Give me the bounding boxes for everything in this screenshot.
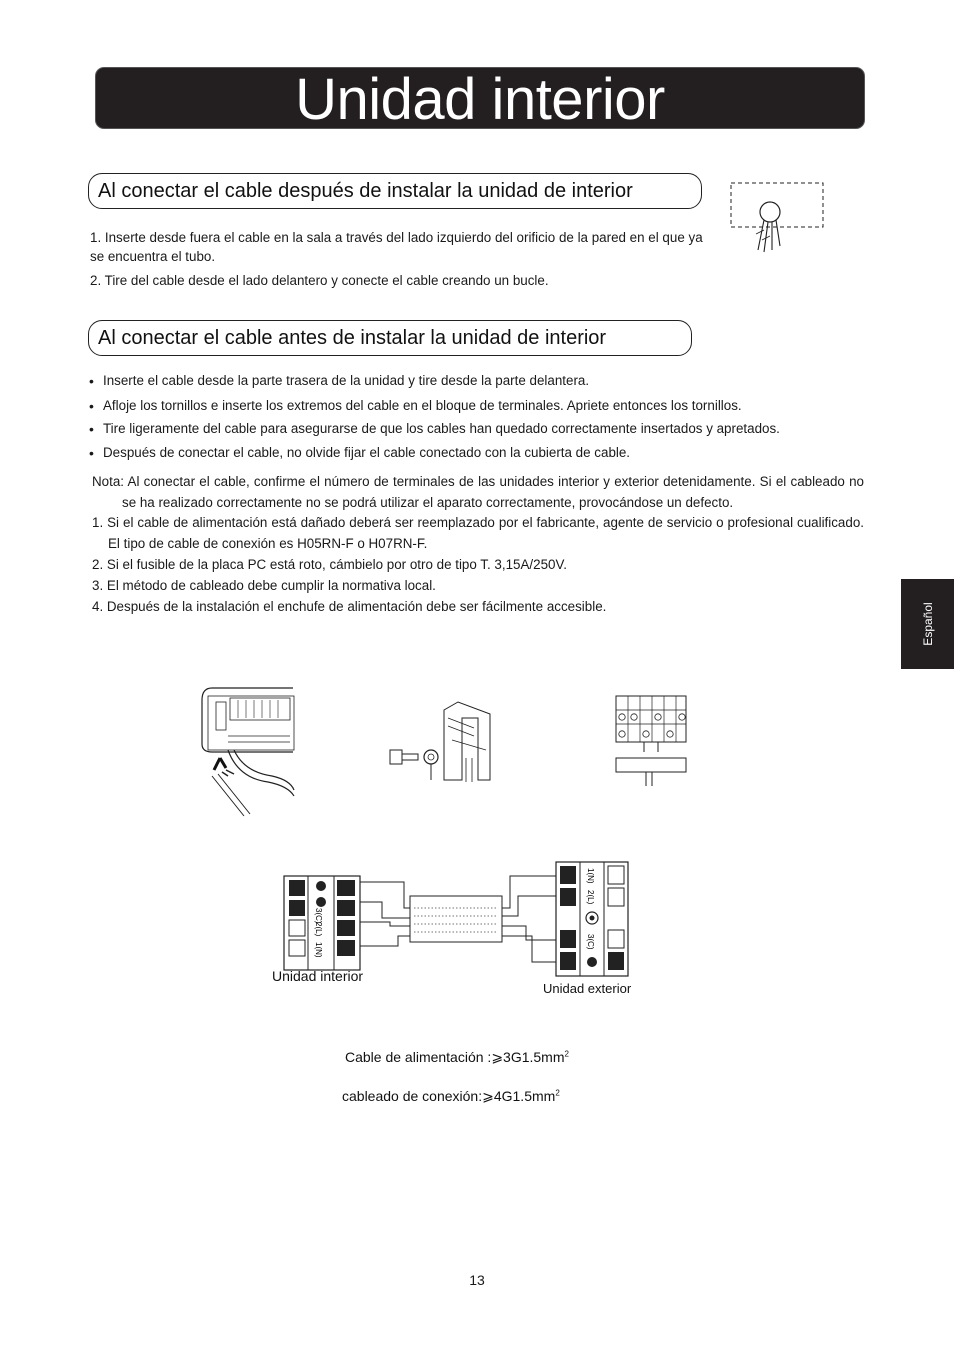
bullet-item <box>89 444 863 462</box>
power-cable-value: 3G1.5mm <box>503 1049 565 1065</box>
language-tab <box>901 579 954 669</box>
bullet-dot: • <box>89 398 94 414</box>
bullet-text: Afloje los tornillos e inserte los extremos del cable en el bloque de terminales. Apriete entonces los tornillos. <box>103 398 742 413</box>
page-title: Unidad interior <box>295 67 665 132</box>
connection-cable-spec <box>342 1088 560 1105</box>
language-tab-label: Español <box>920 602 935 646</box>
note-4: 4. Después de la instalación el enchufe de alimentación debe ser fácilmente accesible. <box>92 599 607 614</box>
indoor-terminal-label: 2(L) <box>314 922 323 937</box>
screw-terminal-illustration <box>386 698 498 782</box>
indoor-unit-label: Unidad interior <box>272 968 364 984</box>
bullet-item <box>89 420 863 438</box>
bullet-dot: • <box>89 445 94 461</box>
bullet-dot: • <box>89 373 94 389</box>
indoor-terminal-label: 1(N) <box>314 942 323 958</box>
bullet-item <box>89 397 863 415</box>
indoor-terminal-label: 3(C) <box>314 908 323 924</box>
terminal-clamp-illustration <box>612 694 692 786</box>
section1-step2: 2. Tire del cable desde el lado delantero y conecte el cable creando un bucle. <box>90 273 549 288</box>
outdoor-unit-label: Unidad exterior <box>543 981 632 996</box>
connection-cable-exponent: 2 <box>555 1088 560 1098</box>
bullet-dot: • <box>89 421 94 437</box>
note-1 <box>92 512 864 554</box>
connection-cable-value: 4G1.5mm <box>493 1088 556 1104</box>
indoor-unit-cable-illustration <box>198 686 298 820</box>
note-1-text: 1. Si el cable de alimentación está dañado deberá ser reemplazado por el fabricante, agente de servicio o profesional cualificado. El tipo de cable de conexión es H05RN-F o H07RN-F. <box>92 515 864 551</box>
bullet-text: Después de conectar el cable, no olvide fijar el cable conectado con la cubierta de cable. <box>103 445 631 460</box>
outdoor-terminal-label: 1(N) <box>586 868 595 884</box>
section1-heading: Al conectar el cable después de instalar la unidad de interior <box>88 173 702 209</box>
outdoor-terminal-label: 2(L) <box>586 890 595 905</box>
power-cable-label: Cable de alimentación : <box>345 1049 492 1065</box>
section1-step1: 1. Inserte desde fuera el cable en la sala a través del lado izquierdo del orificio de la pared en el que ya se encuentra el tubo. <box>90 230 703 264</box>
bullet-text: Inserte el cable desde la parte trasera de la unidad y tire desde la parte delantera. <box>103 373 590 388</box>
section2-heading: Al conectar el cable antes de instalar la unidad de interior <box>88 320 692 356</box>
page-number: 13 <box>469 1272 485 1288</box>
note-3: 3. El método de cableado debe cumplir la normativa local. <box>92 578 436 593</box>
bullet-text: Tire ligeramente del cable para asegurarse de que los cables han quedado correctamente insertados y apretados. <box>103 421 780 436</box>
cable-pull-illustration <box>728 180 826 256</box>
power-cable-spec <box>345 1049 569 1066</box>
power-cable-exponent: 2 <box>564 1049 569 1059</box>
connection-cable-symbol: ⩾ <box>482 1088 494 1104</box>
outdoor-terminal-label: 3(C) <box>586 934 595 950</box>
note-warning <box>92 471 864 513</box>
connection-cable-label: cableado de conexión: <box>342 1088 483 1104</box>
title-bar <box>96 67 864 132</box>
wiring-diagram <box>282 858 632 980</box>
note-text: Nota: Al conectar el cable, confirme el número de terminales de las unidades interior y exterior detenidamente. Si el cableado no se ha realizado correctamente no se podrá utilizar el aparato correctamente, provocándose un defecto. <box>92 474 864 510</box>
note-2: 2. Si el fusible de la placa PC está roto, cámbielo por otro de tipo T. 3,15A/250V. <box>92 557 567 572</box>
power-cable-symbol: ⩾ <box>491 1049 504 1065</box>
bullet-item <box>89 372 863 390</box>
